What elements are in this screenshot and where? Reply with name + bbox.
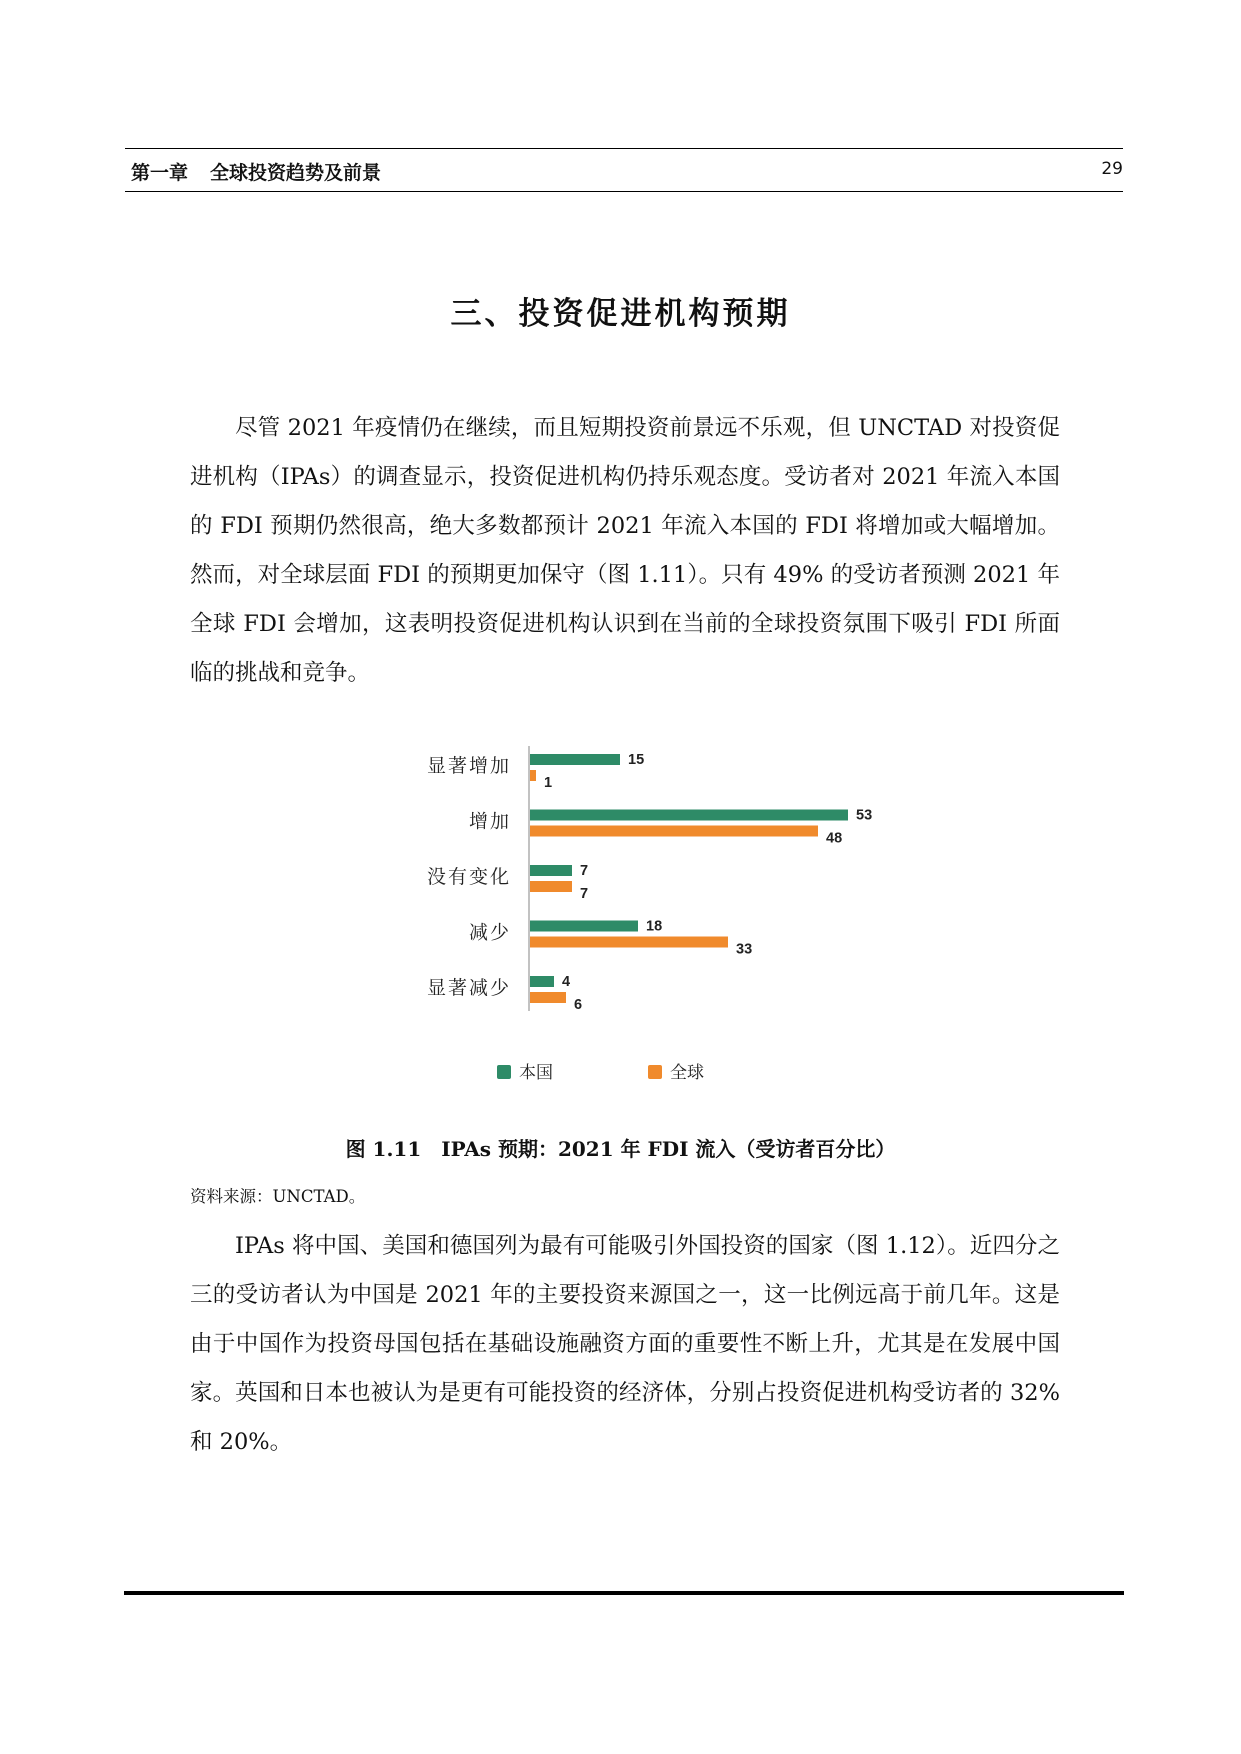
- category-label: 没有变化: [426, 866, 511, 888]
- bar-global: [530, 992, 566, 1003]
- data-label: 4: [562, 974, 571, 990]
- data-label: 33: [736, 941, 753, 958]
- footer-rule: [124, 1591, 1124, 1595]
- bar-global: [530, 881, 572, 892]
- bar-domestic: [530, 754, 620, 765]
- legend-label: 本国: [519, 1063, 553, 1083]
- figure-source: 资料来源：UNCTAD。: [190, 1187, 366, 1206]
- bar-global: [530, 937, 728, 948]
- body-paragraph-2: [190, 1222, 1060, 1467]
- bar-domestic: [530, 921, 638, 932]
- chapter-number: 第一章: [131, 162, 189, 184]
- data-label: 7: [580, 863, 589, 879]
- category-label: 减少: [468, 921, 511, 944]
- data-label: 6: [574, 997, 583, 1013]
- paragraph-text: 尽管 2021 年疫情仍在继续，而且短期投资前景远不乐观，但 UNCTAD 对投资促进机构（IPAs）的调查显示，投资促进机构仍持乐观态度。受访者对 2021 年流入本国的 FDI 预期仍然很高，绝大多数都预计 2021 年流入本国的 FDI 将增加或大幅增加。然而，对全球层面 FDI 的预期更加保守（图 1.11）。只有 49% 的受访者预测 2021 年全球 FDI 会增加，这表明投资促进机构认识到在当前的全球投资氛围下吸引 FDI 所面临的挑战和竞争。: [190, 415, 1060, 686]
- data-label: 15: [628, 752, 645, 768]
- bar-domestic: [530, 810, 848, 821]
- data-label: 48: [826, 830, 843, 847]
- data-label: 18: [646, 918, 663, 935]
- figure-caption: 图 1.11 IPAs 预期：2021 年 FDI 流入（受访者百分比）: [345, 1137, 896, 1161]
- bar-global: [530, 770, 536, 781]
- legend-swatch: [497, 1065, 511, 1079]
- category-label: 增加: [468, 810, 511, 833]
- category-label: 显著减少: [426, 977, 511, 999]
- bar-domestic: [530, 976, 554, 987]
- data-label: 7: [580, 886, 589, 902]
- section-title: 三、投资促进机构预期: [450, 296, 791, 332]
- chapter-title: 全球投资趋势及前景: [210, 162, 382, 184]
- data-label: 1: [544, 775, 553, 791]
- paragraph-text: IPAs 将中国、美国和德国列为最有可能吸引外国投资的国家（图 1.12）。近四分之三的受访者认为中国是 2021 年的主要投资来源国之一，这一比例远高于前几年。这是由于中国作为投资母国包括在基础设施融资方面的重要性不断上升，尤其是在发展中国家。英国和日本也被认为是更有可能投资的经济体，分别占投资促进机构受访者的 32%和 20%。: [190, 1233, 1060, 1455]
- data-label: 53: [856, 807, 873, 824]
- bar-global: [530, 826, 818, 837]
- legend-label: 全球: [670, 1063, 704, 1083]
- bar-domestic: [530, 865, 572, 876]
- category-label: 显著增加: [426, 755, 511, 777]
- page-number: 29: [1101, 159, 1123, 179]
- legend-swatch: [648, 1065, 662, 1079]
